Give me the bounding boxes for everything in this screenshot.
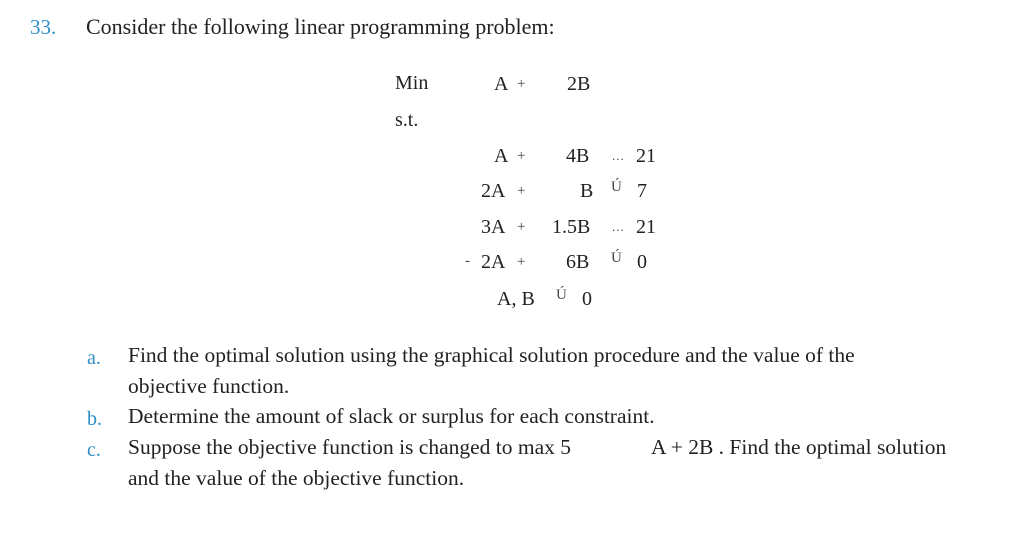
constraint-lhs2: 4B bbox=[566, 145, 590, 167]
constraint-lhs1: 2A bbox=[481, 251, 506, 273]
constraint-lead-minus: - bbox=[465, 253, 470, 269]
objective-term-b: 2B bbox=[567, 73, 591, 95]
nonneg-operator: Ú bbox=[556, 287, 567, 303]
constraint-lhs2: 6B bbox=[566, 251, 590, 273]
constraint-rhs: 0 bbox=[637, 251, 647, 273]
st-label: s.t. bbox=[395, 109, 419, 131]
constraint-lhs1: 3A bbox=[481, 216, 506, 238]
constraint-lhs2: 1.5B bbox=[552, 216, 591, 238]
question-number: 33. bbox=[30, 15, 57, 39]
part-c-line1-start: Suppose the objective function is changed to max 5 bbox=[128, 435, 572, 459]
constraint-operator: ... bbox=[612, 148, 625, 163]
constraint-lhs1: 2A bbox=[481, 180, 506, 202]
constraint-rhs: 21 bbox=[636, 216, 656, 238]
question-prompt: Consider the following linear programming problem: bbox=[86, 14, 555, 39]
part-b-line1: Determine the amount of slack or surplus for each constraint. bbox=[128, 404, 655, 428]
constraint-rhs: 21 bbox=[636, 145, 656, 167]
constraint-plus: + bbox=[517, 148, 526, 164]
part-c-line1-end: A + 2B . Find the optimal solution bbox=[651, 435, 947, 459]
constraint-plus: + bbox=[517, 219, 526, 235]
part-a-line2: objective function. bbox=[128, 374, 290, 398]
constraint-plus: + bbox=[517, 254, 526, 270]
objective-term-a: A bbox=[494, 73, 509, 95]
part-a-label: a. bbox=[87, 347, 101, 369]
constraint-lhs2: B bbox=[580, 180, 594, 202]
part-c-line2: and the value of the objective function. bbox=[128, 466, 465, 490]
constraint-plus: + bbox=[517, 183, 526, 199]
constraint-rhs: 7 bbox=[637, 180, 647, 202]
nonneg-vars: A, B bbox=[497, 288, 535, 310]
nonneg-rhs: 0 bbox=[582, 288, 592, 310]
constraint-operator: Ú bbox=[611, 250, 622, 266]
objective-label: Min bbox=[395, 72, 429, 94]
constraint-operator: ... bbox=[612, 219, 625, 234]
constraint-operator: Ú bbox=[611, 179, 622, 195]
part-c-label: c. bbox=[87, 439, 101, 461]
constraint-lhs1: A bbox=[494, 145, 509, 167]
part-b-label: b. bbox=[87, 408, 102, 430]
part-a-line1: Find the optimal solution using the graphical solution procedure and the value of the bbox=[128, 343, 855, 367]
objective-plus: + bbox=[517, 76, 526, 92]
